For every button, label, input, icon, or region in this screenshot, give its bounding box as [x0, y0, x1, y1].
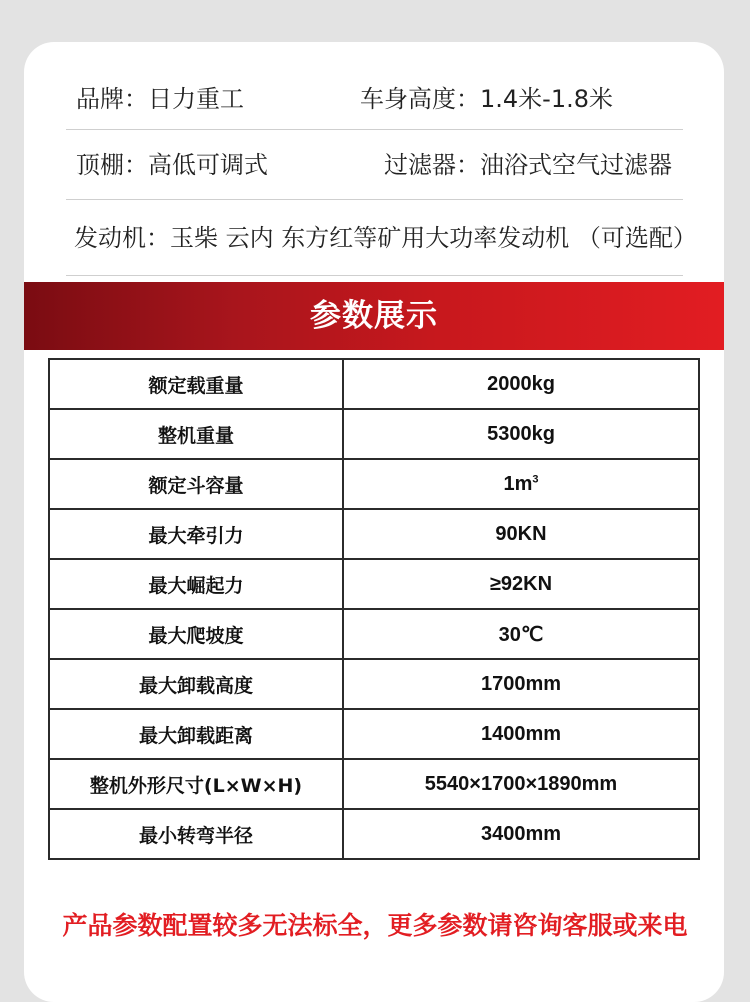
- spec-label: 整机外形尺寸(L×W×H): [49, 759, 343, 809]
- spec-value: 3400mm: [343, 809, 699, 859]
- roof-text: 顶棚：高低可调式: [76, 151, 268, 179]
- table-row: [49, 409, 699, 459]
- table-row: [49, 359, 699, 409]
- spec-label: 最大爬坡度: [49, 609, 343, 659]
- spec-table: [48, 358, 700, 860]
- info-row-roof-filter: [66, 130, 683, 200]
- footer-note: 产品参数配置较多无法标全，更多参数请咨询客服或来电: [62, 911, 688, 940]
- spec-value: 1400mm: [343, 709, 699, 759]
- table-row: [49, 809, 699, 859]
- engine-text: 发动机：玉柴 云内 东方红等矿用大功率发动机 （可选配）: [74, 224, 697, 252]
- spec-value: $1m^3$: [343, 459, 699, 509]
- table-row: [49, 459, 699, 509]
- section-banner: [24, 282, 724, 350]
- spec-value: 1700mm: [343, 659, 699, 709]
- spec-label: 额定载重量: [49, 359, 343, 409]
- spec-value: 90KN: [343, 509, 699, 559]
- spec-label: 最大卸载高度: [49, 659, 343, 709]
- table-row: [49, 659, 699, 709]
- table-row: [49, 609, 699, 659]
- info-row-engine: [66, 200, 697, 276]
- table-row: [49, 509, 699, 559]
- spec-value-superscript: 3: [532, 472, 539, 485]
- spec-label: 额定斗容量: [49, 459, 343, 509]
- spec-value: 30℃: [343, 609, 699, 659]
- spec-label: 最小转弯半径: [49, 809, 343, 859]
- spec-value: 5540×1700×1890mm: [343, 759, 699, 809]
- spec-label: 最大牵引力: [49, 509, 343, 559]
- spec-value: ≥92KN: [343, 559, 699, 609]
- spec-label: 最大卸载距离: [49, 709, 343, 759]
- info-row-brand-height: [66, 68, 683, 130]
- banner-title: 参数展示: [310, 298, 438, 334]
- spec-value: 5300kg: [343, 409, 699, 459]
- body-height-text: 车身高度：1.4米-1.8米: [360, 85, 613, 113]
- spec-label: 最大崛起力: [49, 559, 343, 609]
- spec-value: 2000kg: [343, 359, 699, 409]
- filter-text: 过滤器：油浴式空气过滤器: [384, 151, 672, 179]
- table-row: [49, 559, 699, 609]
- brand-text: 品牌：日力重工: [76, 85, 244, 113]
- spec-label: 整机重量: [49, 409, 343, 459]
- table-row: [49, 709, 699, 759]
- table-row: [49, 759, 699, 809]
